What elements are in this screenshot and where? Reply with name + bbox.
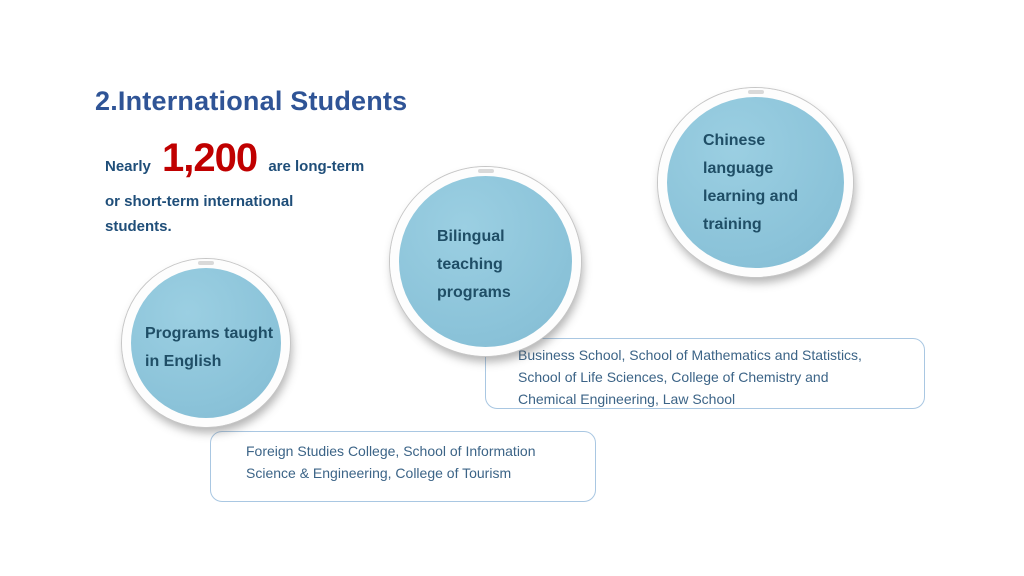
circle-label bbox=[399, 217, 511, 307]
circle-label bbox=[667, 127, 798, 239]
info-box-line: Foreign Studies College, School of Information bbox=[246, 443, 536, 459]
circle-label-line: training bbox=[703, 215, 762, 233]
circle-label-line: in English bbox=[145, 353, 222, 370]
stat-paragraph bbox=[105, 136, 425, 239]
stat-line-1 bbox=[105, 136, 425, 189]
circle-label-line: Bilingual bbox=[437, 227, 505, 245]
info-box-bilingual-program-schools bbox=[485, 338, 925, 409]
info-box-line: Business School, School of Mathematics and Statistics, bbox=[518, 347, 862, 363]
stat-prefix: Nearly bbox=[105, 158, 151, 175]
stat-line-3: students. bbox=[105, 218, 172, 235]
info-box-english-program-schools bbox=[210, 431, 596, 502]
info-box-line: School of Life Sciences, College of Chemistry and bbox=[518, 369, 829, 385]
circle-label-line: Programs taught bbox=[145, 325, 274, 342]
stat-line-2: or short-term international bbox=[105, 193, 294, 210]
stat-suffix: are long-term bbox=[268, 158, 365, 175]
circle-label-line: language bbox=[703, 159, 774, 177]
circle-bilingual-teaching-programs bbox=[390, 167, 581, 356]
circle-label-line: programs bbox=[437, 283, 511, 301]
stat-number: 1,200 bbox=[162, 136, 258, 180]
slide-title: 2.International Students bbox=[95, 86, 408, 116]
circle-programs-taught-in-english bbox=[122, 259, 290, 427]
circle-label-line: Chinese bbox=[703, 131, 766, 149]
circle-label-line: teaching bbox=[437, 255, 503, 273]
circle-chinese-language-learning bbox=[658, 88, 853, 277]
circle-label bbox=[131, 310, 273, 376]
info-box-line: Chemical Engineering, Law School bbox=[518, 391, 736, 407]
circle-label-line: learning and bbox=[703, 187, 799, 205]
info-box-line: Science & Engineering, College of Tourism bbox=[246, 465, 512, 481]
